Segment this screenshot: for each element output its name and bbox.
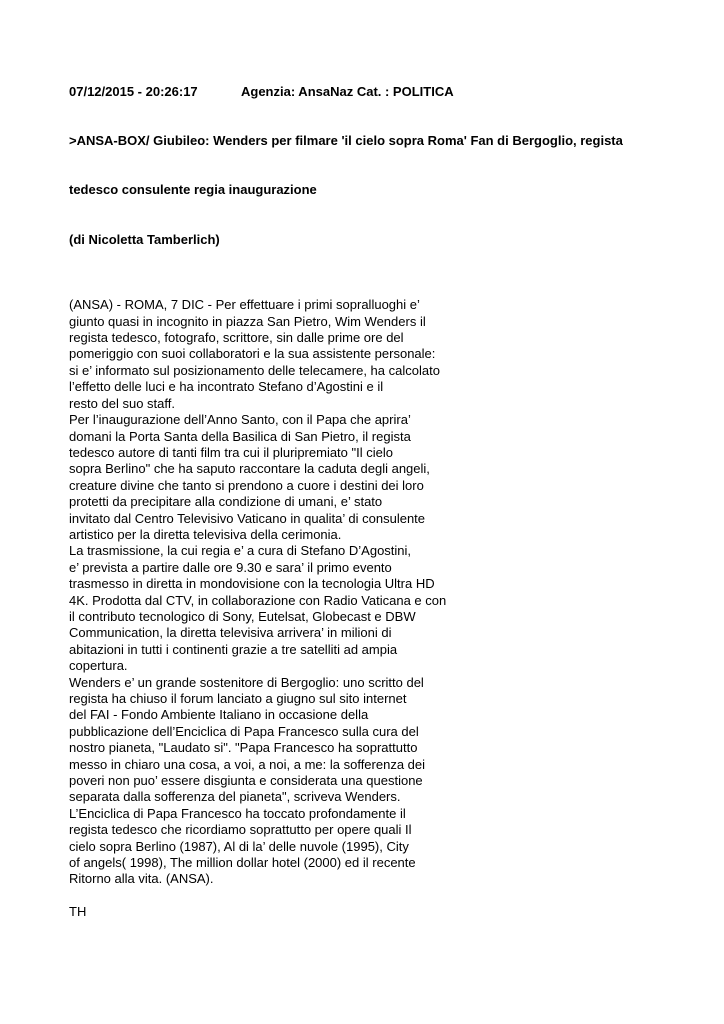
- article-line: tedesco autore di tanti film tra cui il pluripremiato "Il cielo: [69, 444, 393, 460]
- article-line: Communication, la diretta televisiva arrivera’ in milioni di: [69, 625, 392, 641]
- article-line: La trasmissione, la cui regia e’ a cura di Stefano D’Agostini,: [69, 543, 412, 559]
- dispatch-agency: Agenzia: AnsaNaz Cat. : POLITICA: [241, 84, 454, 99]
- article-body: [69, 297, 689, 888]
- document-page: [69, 84, 689, 921]
- article-line: resto del suo staff.: [69, 395, 175, 411]
- article-line: si e’ informato sul posizionamento delle telecamere, ha calcolato: [69, 362, 440, 378]
- article-line: poveri non puo’ essere disgiunta e considerata una questione: [69, 773, 423, 789]
- headline-line: tedesco consulente regia inaugurazione: [69, 182, 317, 198]
- article-line: abitazioni in tutti i continenti grazie a tre satelliti ad ampia: [69, 641, 398, 657]
- article-line: pomeriggio con suoi collaboratori e la sua assistente personale:: [69, 346, 436, 362]
- article-line: regista ha chiuso il forum lanciato a giugno sul sito internet: [69, 691, 407, 707]
- article-line: il contributo tecnologico di Sony, Eutelsat, Globecast e DBW: [69, 608, 416, 624]
- article-line: protetti da precipitare alla condizione di umani, e’ stato: [69, 494, 383, 510]
- article-line: sopra Berlino" che ha saputo raccontare la caduta degli angeli,: [69, 461, 430, 477]
- article-line: of angels( 1998), The million dollar hotel (2000) ed il recente: [69, 855, 416, 871]
- article-line: 4K. Prodotta dal CTV, in collaborazione con Radio Vaticana e con: [69, 592, 447, 608]
- article-line: domani la Porta Santa della Basilica di San Pietro, il regista: [69, 428, 411, 444]
- article-line: invitato dal Centro Televisivo Vaticano in qualita’ di consulente: [69, 510, 426, 526]
- article-line: Per l’inaugurazione dell’Anno Santo, con il Papa che aprira’: [69, 412, 411, 428]
- article-line: L’Enciclica di Papa Francesco ha toccato profondamente il: [69, 805, 406, 821]
- article-line: cielo sopra Berlino (1987), Al di la’ delle nuvole (1995), City: [69, 838, 409, 854]
- article-line: (ANSA) - ROMA, 7 DIC - Per effettuare i primi sopralluoghi e’: [69, 297, 420, 313]
- article-line: artistico per la diretta televisiva della cerimonia.: [69, 526, 342, 542]
- article-line: copertura.: [69, 658, 128, 674]
- article-line: pubblicazione dell’Enciclica di Papa Francesco sulla cura del: [69, 723, 419, 739]
- headline-line: >ANSA-BOX/ Giubileo: Wenders per filmare 'il cielo sopra Roma' Fan di Bergoglio, regista: [69, 133, 623, 149]
- article-line: l’effetto delle luci e ha incontrato Stefano d’Agostini e il: [69, 379, 384, 395]
- article-line: messo in chiaro una cosa, a voi, a noi, a me: la sofferenza dei: [69, 756, 426, 772]
- signoff: TH: [69, 904, 87, 920]
- article-line: nostro pianeta, "Laudato si". "Papa Francesco ha soprattutto: [69, 740, 418, 756]
- article-line: trasmesso in diretta in mondovisione con la tecnologia Ultra HD: [69, 576, 435, 592]
- article-line: regista tedesco che ricordiamo soprattutto per opere quali Il: [69, 822, 412, 838]
- article-line: Wenders e’ un grande sostenitore di Bergoglio: uno scritto del: [69, 674, 424, 690]
- article-line: regista tedesco, fotografo, scrittore, sin dalle prime ore del: [69, 330, 404, 346]
- article-line: del FAI - Fondo Ambiente Italiano in occasione della: [69, 707, 369, 723]
- spacer: [69, 888, 689, 904]
- article-line: giunto quasi in incognito in piazza San Pietro, Wim Wenders il: [69, 313, 426, 329]
- article-line: Ritorno alla vita. (ANSA).: [69, 871, 214, 887]
- dispatch-header: [69, 84, 689, 100]
- article-line: e’ prevista a partire dalle ore 9.30 e sara’ il primo evento: [69, 559, 392, 575]
- dispatch-datetime: 07/12/2015 - 20:26:17: [69, 84, 198, 99]
- article-line: separata dalla sofferenza del pianeta", scriveva Wenders.: [69, 789, 401, 805]
- headline: [69, 100, 689, 280]
- byline: (di Nicoletta Tamberlich): [69, 231, 220, 247]
- spacer: [69, 281, 689, 297]
- article-line: creature divine che tanto si prendono a cuore i destini dei loro: [69, 477, 424, 493]
